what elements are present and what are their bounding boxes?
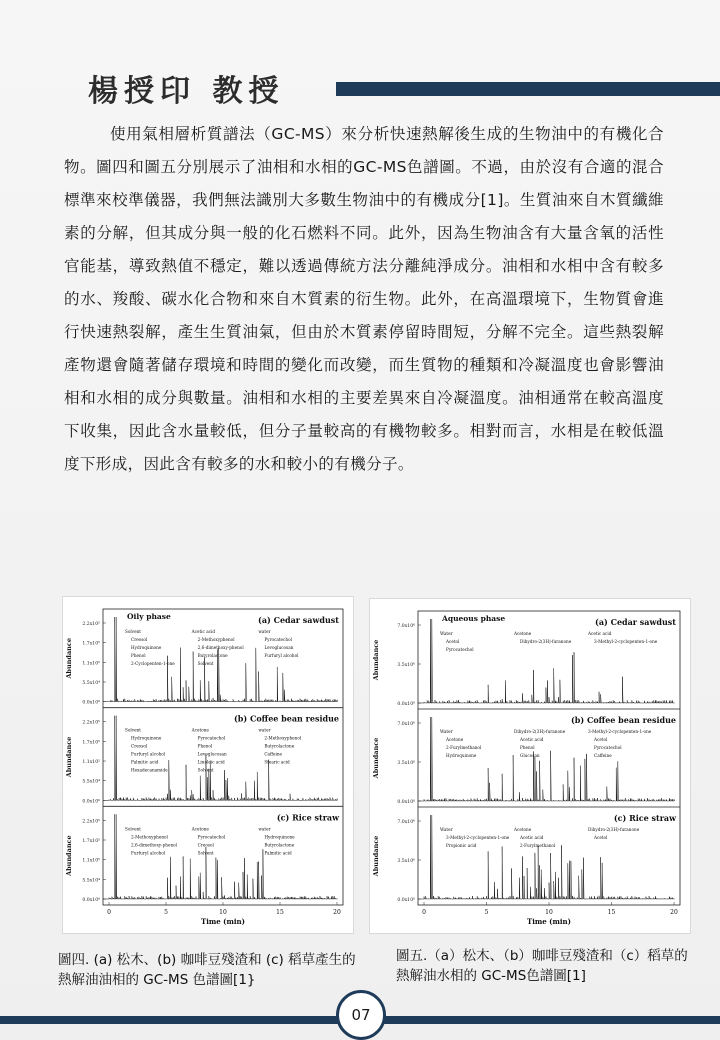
peak-label: Acetone	[514, 631, 532, 636]
peak-label: Hydroquinone	[264, 834, 295, 840]
peak-label: Caffeine	[264, 751, 283, 757]
peak-label: Palmitic acid	[131, 759, 159, 765]
peak-label: Pyrocatechol	[197, 834, 226, 840]
y-axis-label: Abundance	[372, 737, 380, 779]
peak-label: Acetol	[594, 835, 608, 840]
title-accent-bar	[336, 82, 720, 96]
x-tick-label: 0	[107, 909, 111, 916]
peak-label: Levoglucosan	[264, 645, 294, 650]
y-tick-label: 7.0x10⁶	[397, 820, 415, 825]
x-axis-label: Time (min)	[201, 917, 245, 926]
y-axis-label: Abundance	[372, 639, 380, 681]
plot-frame	[418, 611, 680, 905]
peak-label: Phenol	[520, 745, 535, 750]
peak-label: Acetone	[514, 827, 532, 832]
peak-label: Stearic acid	[264, 759, 290, 765]
figure-4-caption: 圖四. (a) 松木、(b) 咖啡豆殘渣和 (c) 稻草產生的熱解油油相的 GC-MS 色譜圖[1}	[58, 952, 356, 988]
peak-label: Solvent	[125, 629, 141, 634]
y-tick-label: 1.1x10⁵	[82, 760, 100, 765]
peak-label: Creosol	[131, 743, 148, 749]
peak-label: Solvent	[125, 826, 141, 832]
page-number: 07	[351, 1006, 371, 1024]
footer-bar-right	[380, 1016, 720, 1024]
x-tick-label: 5	[164, 909, 168, 916]
peak-label: 2-Methoxyphenol	[264, 735, 302, 741]
figure-4-chromatogram	[63, 597, 353, 933]
panel-title: (c) Rice straw	[613, 813, 676, 823]
x-axis-label: Time (min)	[527, 917, 571, 926]
peak-label: Acetic acid	[191, 629, 216, 634]
peak-label: Pyrocatechol	[197, 735, 226, 741]
y-tick-label: 0.0x10⁰	[82, 799, 100, 805]
figure-5-chromatogram	[370, 599, 690, 933]
peak-label: Water	[440, 631, 453, 636]
peak-label: 2,6-dimethoxy-phenol	[197, 645, 244, 650]
peak-label: Acetone	[191, 727, 209, 733]
y-axis-label: Abundance	[65, 835, 73, 876]
y-tick-label: 3.5x10⁶	[397, 761, 415, 766]
y-tick-label: 1.1x10⁵	[82, 858, 100, 864]
y-tick-label: 7.0x10⁶	[397, 624, 415, 629]
panel-title: (b) Coffee bean residue	[571, 715, 676, 725]
peak-label: Propionic acid	[446, 843, 477, 848]
y-tick-label: 1.7x10⁵	[82, 641, 100, 647]
peak-label: Linoleic acid	[197, 759, 225, 765]
peak-label: Hydroquinone	[446, 753, 477, 758]
peak-label: Acetic acid	[588, 631, 612, 636]
peak-label: 2-Cyclopenten-1-one	[131, 661, 175, 666]
peak-label: 3-Methyl-2-cyclopenten-1-one	[588, 729, 652, 734]
y-tick-label: 5.5x10⁴	[82, 878, 100, 884]
y-tick-label: 1.1x10⁵	[82, 661, 100, 667]
peak-label: Hydroquinone	[131, 645, 162, 650]
y-tick-label: 3.5x10⁶	[397, 859, 415, 864]
peak-label: Butyrolactone	[264, 842, 295, 848]
peak-label: Solvent	[197, 767, 214, 773]
peak-label: Butyrolactone	[264, 743, 295, 749]
x-tick-label: 15	[276, 909, 284, 916]
figure-5-caption: 圖五.（a）松木、（b）咖啡豆殘渣和（c）稻草的熱解油水相的 GC-MS色譜圖[1]	[396, 948, 688, 984]
y-tick-label: 2.2x10⁵	[82, 720, 100, 726]
y-tick-label: 5.5x10⁴	[82, 681, 100, 686]
peak-label: Acetol	[446, 639, 460, 644]
y-tick-label: 0.0x10⁰	[397, 898, 415, 903]
peak-label: Furfuryl alcohol	[131, 850, 166, 856]
y-axis-label: Abundance	[65, 638, 73, 679]
peak-label: Glucosan	[520, 753, 540, 758]
phase-label: Aqueous phase	[442, 614, 506, 623]
peak-label: 2-Furylmethanol	[446, 745, 482, 750]
footer-bar-left	[0, 1016, 340, 1024]
peak-label: Levoglucosan	[197, 751, 227, 757]
peak-label: Solvent	[197, 850, 214, 856]
peak-label: Acetone	[446, 737, 464, 742]
peak-label: 2-Methoxyphenol	[131, 834, 168, 840]
peak-label: Dihydro-2(3H)-furanone	[514, 729, 566, 734]
x-tick-label: 10	[219, 909, 227, 916]
peak-label: Solvent	[125, 727, 141, 733]
body-text	[64, 118, 664, 481]
x-tick-label: 15	[607, 909, 616, 916]
peak-label: Pyrocatechol	[446, 647, 474, 652]
peak-label: water	[258, 727, 271, 733]
y-tick-label: 0.0x10⁰	[397, 800, 415, 805]
y-tick-label: 0.0x10⁰	[82, 898, 100, 903]
x-tick-label: 20	[333, 909, 341, 916]
peak-label: Water	[440, 729, 453, 734]
x-tick-label: 20	[670, 909, 678, 916]
panel-title: (b) Coffee bean residue	[234, 713, 339, 724]
y-axis-label: Abundance	[65, 736, 73, 778]
y-tick-label: 0.0x10⁰	[397, 702, 415, 707]
peak-label: Caffeine	[594, 753, 612, 758]
x-tick-label: 5	[484, 909, 489, 916]
peak-label: Phenol	[131, 653, 146, 658]
peak-label: 2,6-dimethoxy-phenol	[131, 842, 177, 848]
peak-label: Pyrocatechol	[594, 745, 622, 750]
chromatogram-trace	[418, 619, 675, 703]
page-number-badge	[336, 990, 386, 1040]
peak-label: Solvent	[197, 661, 214, 666]
peak-label: Hydroquinone	[131, 735, 162, 741]
peak-label: water	[258, 826, 271, 832]
peak-label: Dihydro-2(3H)-furanone	[588, 827, 640, 832]
peak-label: Creosol	[197, 842, 214, 848]
y-tick-label: 7.0x10⁶	[397, 722, 415, 727]
panel-title: (a) Cedar sawdust	[595, 617, 676, 627]
peak-label: Acetol	[594, 737, 608, 742]
x-tick-label: 0	[422, 909, 426, 916]
peak-label: Butyrolactone	[197, 653, 228, 658]
peak-label: Creosol	[131, 637, 148, 642]
phase-label: Oily phase	[127, 612, 171, 621]
peak-label: Furfuryl alcohol	[131, 751, 166, 757]
y-tick-label: 1.7x10⁵	[82, 740, 100, 746]
peak-label: Pyrocatechol	[264, 637, 292, 642]
body-paragraph: 使用氣相層析質譜法（GC-MS）來分析快速熱解後生成的生物油中的有機化合物。圖四和圖五分別展示了油相和水相的GC-MS色譜圖。不過，由於沒有合適的混合標準來校準儀器，我們無法識別大多數生物油中的有機成分[1]。生質油來自木質纖維素的分解，但其成分與一般的化石燃料不同。此外，因為生物油含有大量含氧的活性官能基，導致熱值不穩定，難以透過傳統方法分離純淨成分。油相和水相中含有較多的水、羧酸、碳水化合物和來自木質素的衍生物。此外，在高溫環境下，生物質會進行快速熱裂解，產生生質油氣，但由於木質素停留時間短，分解不完全。這些熱裂解產物還會隨著儲存環境和時間的變化而改變，而生質物的種類和冷凝溫度也會影響油相和水相的成分與數量。油相和水相的主要差異來自冷凝溫度。油相通常在較高溫度下收集，因此含水量較低，但分子量較高的有機物較多。相對而言，水相是在較低溫度下形成，因此含有較多的水和較小的有機分子。	[64, 125, 664, 473]
peak-label: Phenol	[197, 743, 213, 749]
peak-label: 2-Methoxyphenol	[197, 637, 235, 642]
x-tick-label: 10	[545, 909, 553, 916]
y-tick-label: 2.2x10⁵	[82, 622, 100, 627]
peak-label: Water	[440, 827, 453, 832]
peak-label: water	[258, 629, 271, 634]
y-tick-label: 5.5x10⁴	[82, 779, 100, 785]
peak-label: Acetone	[191, 826, 209, 832]
y-tick-label: 2.2x10⁵	[82, 819, 100, 825]
page-title: 楊授印 教授	[88, 74, 285, 109]
y-tick-label: 3.5x10⁶	[397, 663, 415, 668]
peak-label: 3-Methyl-2-cyclopenten-1-one	[446, 835, 510, 840]
peak-label: Furfuryl alcohol	[264, 653, 299, 658]
y-axis-label: Abundance	[372, 835, 380, 877]
peak-label: Dihydro-2(3H)-furanone	[520, 639, 572, 644]
peak-label: Hexadecanamide	[131, 767, 168, 773]
y-tick-label: 1.7x10⁵	[82, 839, 100, 844]
peak-label: 2-Furylmethanol	[520, 843, 556, 848]
y-tick-label: 0.0x10⁰	[82, 700, 100, 706]
figure-5	[369, 598, 691, 934]
panel-title: (a) Cedar sawdust	[258, 615, 339, 625]
panel-title: (c) Rice straw	[276, 812, 339, 823]
peak-label: Palmitic acid	[264, 850, 292, 856]
peak-label: 3-Methyl-2-cyclopenten-1-one	[594, 639, 658, 644]
peak-label: Acetic acid	[520, 835, 544, 840]
figure-4	[62, 596, 354, 934]
peak-label: Acetic acid	[520, 737, 544, 742]
